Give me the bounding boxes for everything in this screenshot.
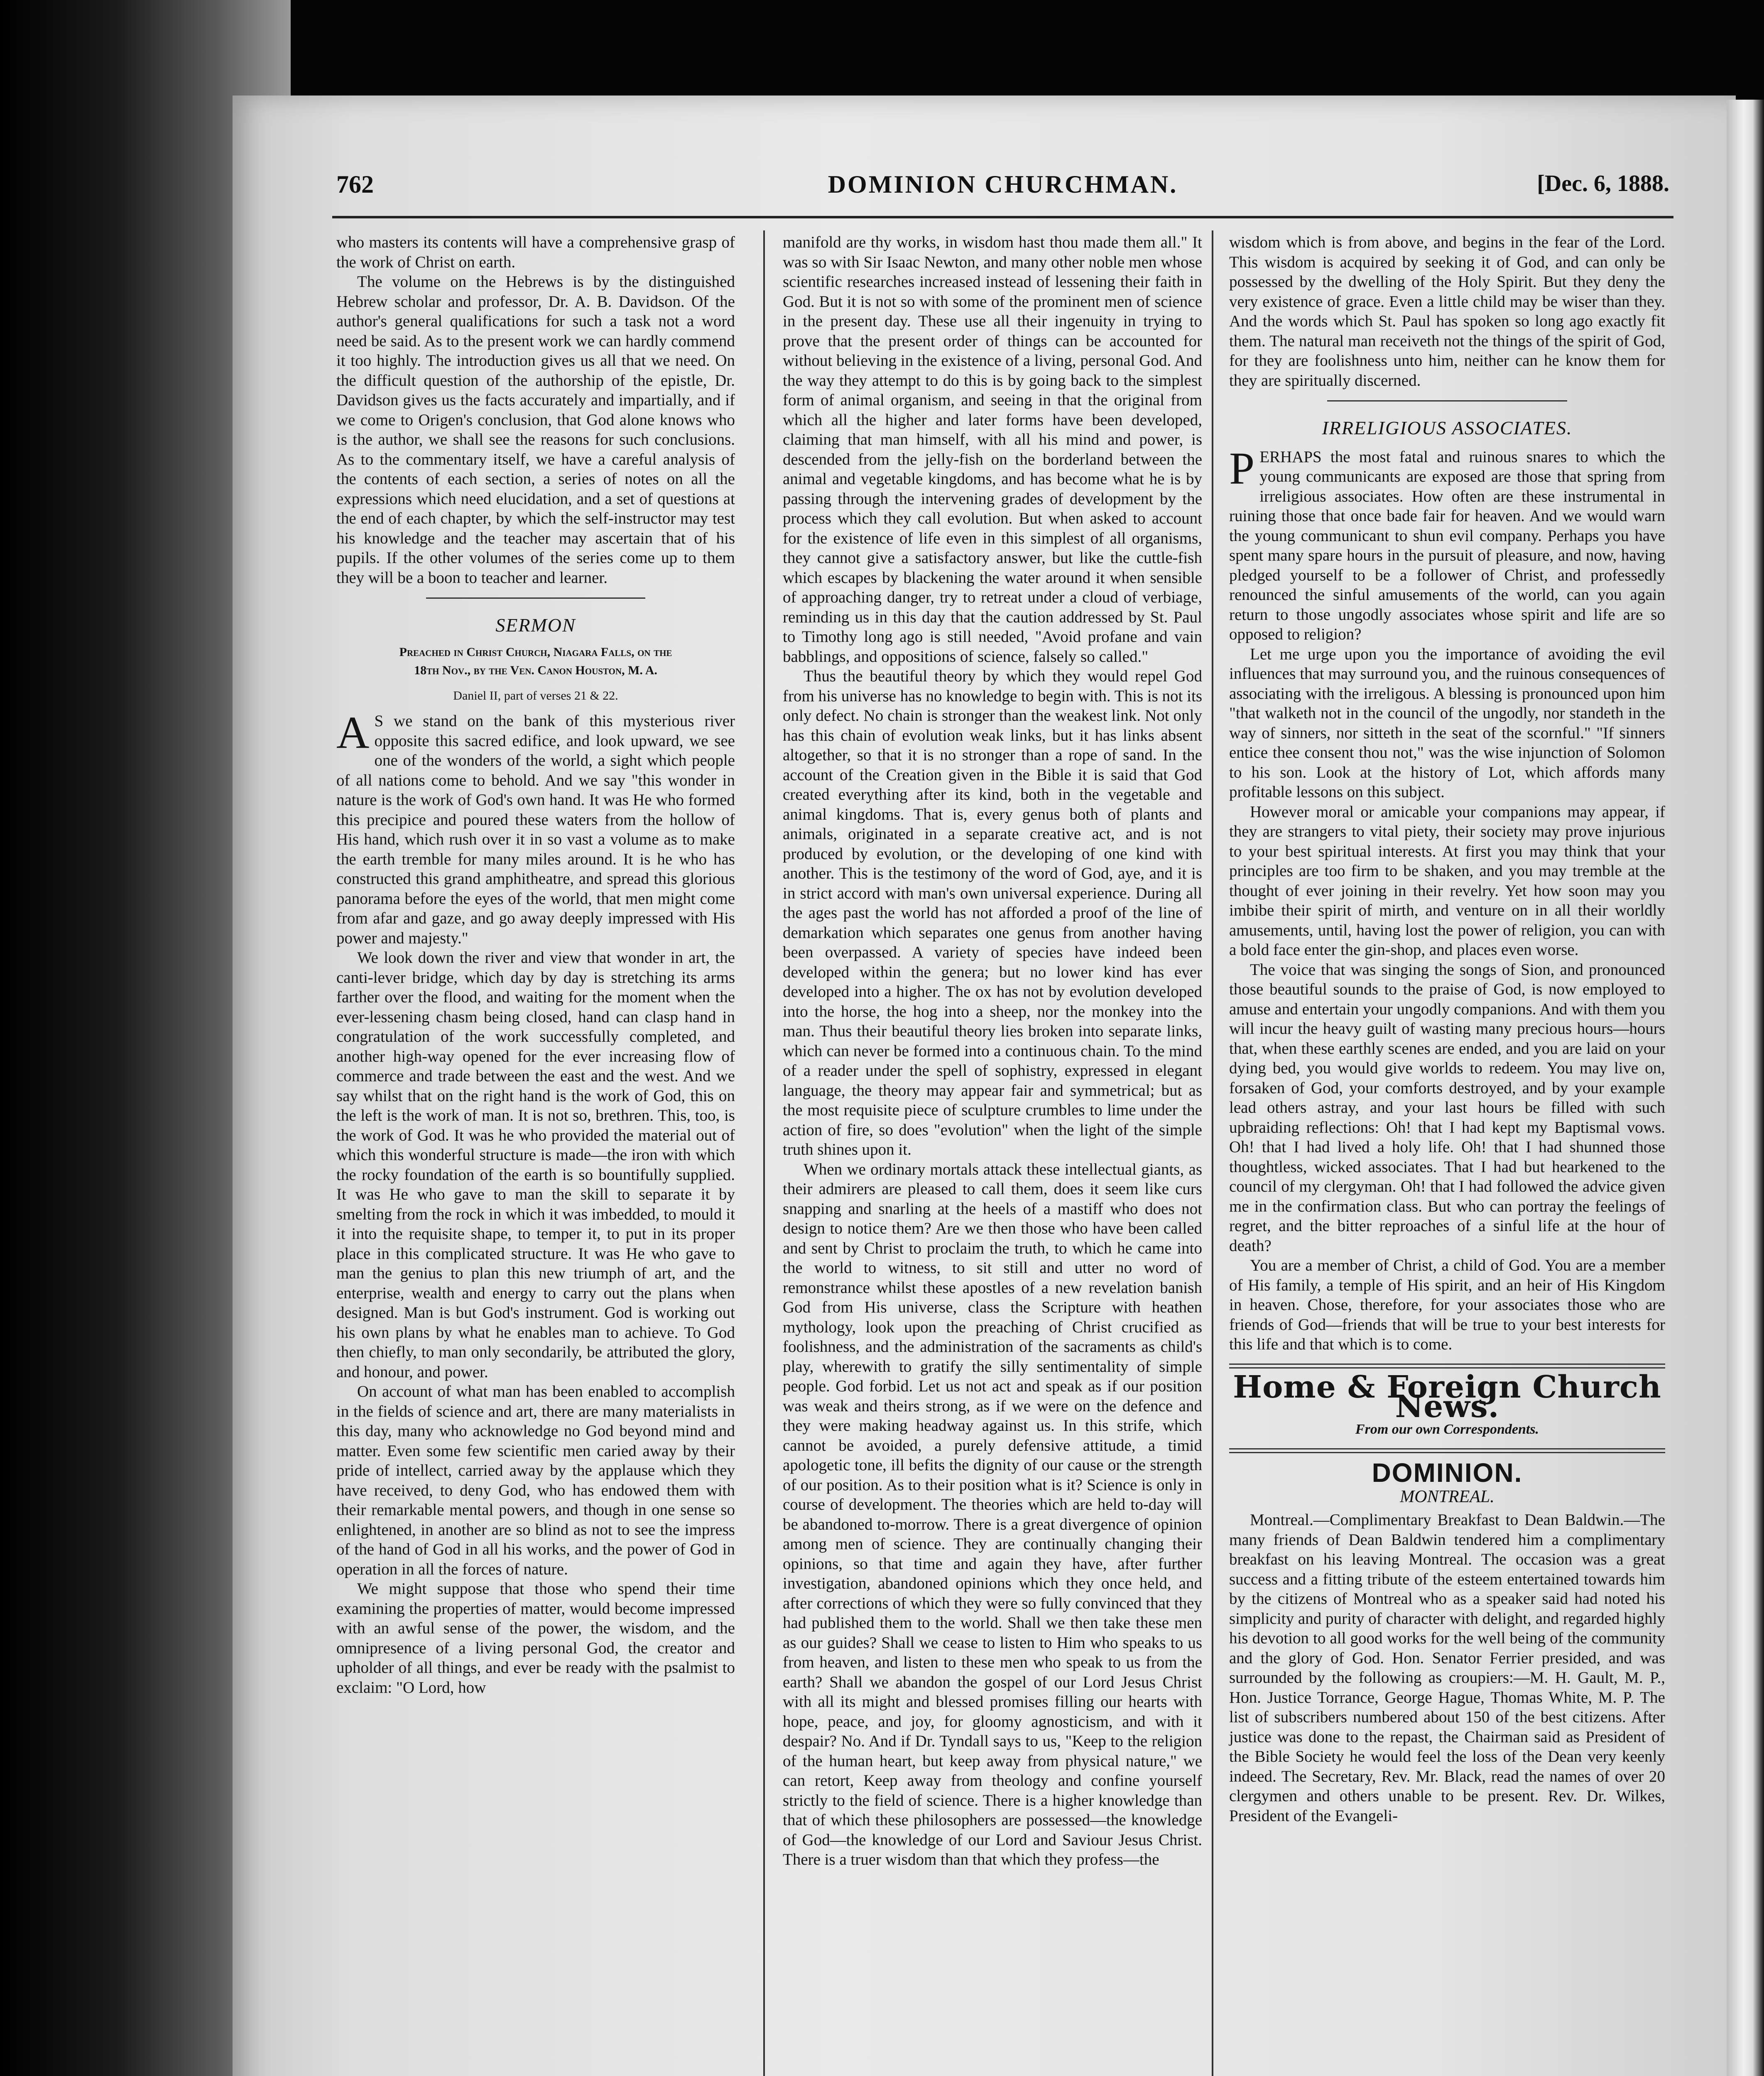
sermon-opening — [336, 707, 735, 948]
masthead: DOMINION CHURCHMAN. — [828, 171, 1178, 198]
paragraph: However moral or amicable your companions may appear, if they are strangers to vital piety, their society may prove injurious to your best spiritual interests. At first you may think that your principles are too firm to be shaken, and you may tremble at the thought of ever joining in their revelry. Yet how soon may you imbibe their spirit of mirth, and venture on in all their worldly amusements, until, having lost the power of religion, you can with a bold face enter the gin-shop, and places even worse. — [1229, 803, 1665, 959]
news-section-title: Home & Foreign Church News. — [1233, 1369, 1661, 1425]
paragraph: wisdom which is from above, and begins in the fear of the Lord. This wisdom is acquired by seeking it of God, and can only be possessed by the dwelling of the Holy Spirit. But they deny the very existence of grace. Even a little child may be wiser than they. And the words which St. Paul has spoken so long ago exactly fit them. The natural man receiveth not the things of the spirit of God, for they are foolishness unto him, neither can he know them for they are spiritually discerned. — [1229, 233, 1665, 389]
paragraph: who masters its contents will have a comprehensive grasp of the work of Christ on earth. — [336, 233, 735, 271]
dominion-heading: DOMINION. — [1372, 1458, 1523, 1488]
header-rule — [332, 216, 1673, 218]
section-divider — [426, 597, 645, 599]
sermon-subhead: 18th Nov., by the Ven. Canon Houston, M. A. — [414, 663, 657, 677]
sermon-subhead: Preached in Christ Church, Niagara Falls, on the — [399, 645, 672, 659]
drop-cap: P — [1229, 443, 1255, 494]
paragraph: The volume on the Hebrews is by the distinguished Hebrew scholar and professor, Dr. A. B. Davidson. Of the author's general qualifications for such a task not a word need be said. As to the present work we can hardly commend it too highly. The introduction gives us all that we need. On the difficult question of the authorship of the epistle, Dr. Davidson gives us the facts accurately and impartially, and if we come to Origen's conclusion, that God alone knows who is the author, we shall see the reasons for such conclusions. As to the commentary itself, we have a careful analysis of the contents of each section, a series of notes on all the expressions which need elucidation, and a set of questions at the end of each chapter, by which the self-instructor may test his knowledge and the teacher may ascertain that of his pupils. If the other volumes of the series come up to them they will be a boon to teacher and learner. — [336, 273, 735, 587]
sermon-title: SERMON — [495, 614, 576, 636]
paragraph: The voice that was singing the songs of Sion, and pronounced those beautiful sounds to the praise of God, is now employed to amuse and entertain your ungodly companions. And with them you will incur the heavy guilt of wasting many precious hours—hours that, when these earthly scenes are ended, and you are laid on your dying bed, you would give worlds to redeem. You may live on, forsaken of God, your comforts destroyed, and by your example lead others astray, and your last hours be filled with such upbraiding reflections: Oh! that I had kept my Baptismal vows. Oh! that I had lived a holy life. Oh! that I had shunned those thoughtless, wicked associates. That I had but hearkened to the council of my clergyman. Oh! that I had followed the advice given me in the confirmation class. But who can portray the feelings of regret, and the bitter reproaches of a sinful life at the hour of death? — [1229, 960, 1665, 1255]
column-divider — [763, 230, 765, 2076]
paragraph: Thus the beautiful theory by which they would repel God from his universe has no knowledge to begin with. This is not its only defect. No chain is stronger than the weakest link. Not only has this chain of evolution weak links, but it has links absent altogether, so that it is no stronger than a rope of sand. In the account of the Creation given in the Bible it is said that God created everything after its kind, both in the vegetable and animal kingdoms. That is, every genus both of plants and animals, originated in a separate creative act, and is not produced by evolution, or the developing of one kind with another. This is the testimony of the word of God, aye, and it is in strict accord with man's own universal experience. During all the ages past the world has not afforded a proof of the line of demarkation which separates one genus from another having been overpassed. A variety of species have indeed been developed within the genera; but no lower kind has ever developed into a higher. The ox has not by evolution developed into the horse, the hog into a sheep, nor the monkey into the man. Thus their beautiful theory lies broken into separate links, which can never be formed into a continuous chain. To the mind of a reader under the spell of sophistry, expressed in elegant language, the theory may appear fair and symmetrical; but as the most requisite piece of sculpture crumbles to lime under the action of fire, so does "evolution" when the light of the simple truth shines upon it. — [783, 667, 1202, 1158]
issue-date: [Dec. 6, 1888. — [1537, 171, 1669, 196]
page-header — [328, 166, 1678, 203]
irreligious-opening — [1229, 443, 1665, 644]
paragraph: When we ordinary mortals attack these intellectual giants, as their admirers are pleased to call them, does it seem like curs snapping and snarling at the heels of a mastiff who does not design to notice them? Are we then those who have been called and sent by Christ to proclaim the truth, to which he came into the world to witness, to sit still and utter no word of remonstrance whilst these apostles of a new revelation banish God from His universe, class the Scripture with heathen mythology, look upon the preaching of Christ crucified as foolishness, and the administration of the sacraments as child's play, wherewith to gratify the silly sentimentality of simple people. God forbid. Let us not act and speak as if our position was weak and theirs strong, as if we were on the defence and they were making headway against us. In this strife, which cannot be avoided, a purely defensive attitude, a timid apologetic tone, ill befits the dignity of our cause or the strength of our position. As to their position what is it? Science is only in course of development. The theories which are held to-day will be abandoned to-morrow. There is a great divergence of opinion among men of science. They are continually changing their opinions, so that time and again they have, after further investigation, abandoned opinions which they once held, and after corrections of which they were so fully convinced that they had published them to the world. Shall we then take these men as our guides? Shall we cease to listen to Him who speaks to us from heaven, and listen to these men who speak to us from the earth? Shall we abandon the gospel of our Lord Jesus Christ with all its might and blessed promises filling our hearts with hope, peace, and joy, for gloomy agnosticism, and with it despair? No. And if Dr. Tyndall says to us, "Keep to the religion of the human heart, but keep away from physical nature," we can retort, Keep away from theology and confine yourself strictly to the field of science. There is a higher knowledge than that of which these philosophers are possessed—the knowledge of God—the knowledge of our Lord and Saviour Jesus Christ. There is a truer wisdom than that which they profess—the — [783, 1160, 1202, 1868]
sermon-opening-text: S we stand on the bank of this mysterious river opposite this sacred edifice, and look upward, we see one of the wonders of the world, a sight which people of all nations come to behold. And we say "this wonder in nature is the work of God's own hand. It was He who formed this precipice and poured these waters from the hollow of His hand, which rush over it in so vast a volume as to make the earth tremble for many miles around. It is he who has constructed this grand amphitheatre, and spread this glorious panorama before the eyes of the world, that men might come from afar and gaze, and go away deeply impressed with His power and majesty." — [336, 712, 735, 947]
news-section-subtitle: From our own Correspondents. — [1355, 1421, 1539, 1437]
irreligious-title: IRRELIGIOUS ASSOCIATES. — [1322, 417, 1573, 438]
region-heading: MONTREAL. — [1400, 1487, 1494, 1506]
drop-cap: A — [336, 707, 370, 758]
paragraph: You are a member of Christ, a child of God. You are a member of His family, a temple of His spirit, and an heir of His Kingdom in heaven. Chose, therefore, for your associates those who are friends of God—friends that will be true to your best interests for this life and that which is to come. — [1229, 1256, 1665, 1353]
paragraph: We look down the river and view that wonder in art, the canti-lever bridge, which day by day is stretching its arms farther over the flood, and waiting for the moment when the ever-lessening chasm being closed, hand can clasp hand in congratulation of the work successfully completed, and another high-way opened for the ever increasing flow of commerce and trade between the east and the west. And we say whilst that on the right hand is the work of God, this on the left is the work of man. It is not so, brethren. This, too, is the work of God. It was he who provided the material out of which this wonderful structure is made—the iron with which the rocky foundation of the earth is so bountifully supplied. It was He who gave to man the skill to separate it by smelting from the rock in which it was imbedded, to mould it it into the requisite shape, to temper it, to put in its proper place in this complicated structure. It was He who gave to man the genius to plan this new triumph of art, and the enterprise, wealth and energy to carry out the plans when designed. Man is but God's instrument. God is working out his own plans by what he enables man to achieve. To God then chiefly, to man only secondarily, be attributed the glory, and honour, and power. — [336, 949, 735, 1381]
column-1 — [336, 233, 735, 1697]
page-number: 762 — [336, 171, 374, 198]
double-rule — [1229, 1448, 1665, 1453]
paragraph: On account of what man has been enabled to accomplish in the fields of science and art, there are many materialists in this day, many who acknowledge no God beyond mind and matter. Even some few scientific men caried away by their pride of intellect, carried away by the applause which they have received, to deny God, who has endowed them with their remarkable mental powers, and though in one sense so enlightened, in another are so blind as not to see the impress of the hand of God in all his works, and the power of God in operation in all the forces of nature. — [336, 1383, 735, 1578]
irreligious-opening-text: ERHAPS the most fatal and ruinous snares to which the young communicants are exposed are those that spring from irreligious associates. How often are these instrumental in ruining those that once bade fair for heaven. And we would warn the young communicant to shun evil company. Perhaps you have spent many spare hours in the pursuit of pleasure, and now, having pledged yourself to be a follower of Christ, and professedly renounced the sinful amusements of the world, can you again return to those ungodly associates whose spirit and life are so opposed to religion? — [1229, 448, 1665, 643]
column-divider — [1212, 230, 1213, 2076]
page-edge — [1727, 100, 1764, 2076]
verse-reference: Daniel II, part of verses 21 & 22. — [453, 688, 618, 703]
column-2 — [783, 233, 1202, 1870]
column-3 — [1229, 233, 1665, 1826]
section-divider — [1327, 400, 1567, 401]
paragraph: manifold are thy works, in wisdom hast thou made them all." It was so with Sir Isaac Newton, and many other noble men whose scientific researches increased instead of lessening their faith in God. But it is not so with some of the prominent men of science in the present day. These use all their ingenuity in trying to prove that the present order of things can be accounted for without believing in the existence of a living, personal God. And the way they attempt to do this is by going back to the simplest form of animal organism, and seeing in that the original from which all the higher and later forms have been developed, claiming that man himself, with all his mind and power, is descended from the jelly-fish on the borderland between the animal and vegetable kingdoms, and has become what he is by passing through the intervening grades of development by the process which they call evolution. But when asked to account for the existence of life even in this simplest of all organisms, they cannot give a satisfactory answer, but like the cuttle-fish which escapes by blackening the water around it when sensible of approaching danger, try to retreat under a cloud of verbiage, reminding us in this day that the caution addressed by St. Paul to Timothy long ago is still needed, "Avoid profane and vain babblings, and oppositions of science, falsely so called." — [783, 233, 1202, 666]
paragraph: Montreal.—Complimentary Breakfast to Dean Baldwin.—The many friends of Dean Baldwin tendered him a complimentary breakfast on his leaving Montreal. The occasion was a great success and a fitting tribute of the esteem entertained towards him by the citizens of Montreal who as a speaker said had noted his simplicity and purity of character with delight, and regarded highly his devotion to all good works for the well being of the community and the glory of God. Hon. Senator Ferrier presided, and was surrounded by the following as croupiers:—M. H. Gault, M. P., Hon. Justice Torrance, George Hague, Thomas White, M. P. The list of subscribers numbered about 150 of the best citizens. After justice was done to the repast, the Chairman said as President of the Bible Society he would feel the loss of the Dean very keenly indeed. The Secretary, Rev. Mr. Black, read the names of over 20 clergymen and others unable to be present. Rev. Dr. Wilkes, President of the Evangeli- — [1229, 1511, 1665, 1825]
double-rule — [1229, 1364, 1665, 1368]
paragraph: Let me urge upon you the importance of avoiding the evil influences that may surround you, and the ruinous consequences of associating with the irreligous. A blessing is pronounced upon him "that walketh not in the council of the ungodly, nor standeth in the way of sinners, nor sitteth in the seat of the scornful." "If sinners entice thee consent thou not," was the wise injunction of Solomon to his son. Look at the history of Lot, which affords many profitable lessons on this subject. — [1229, 645, 1665, 801]
paragraph: We might suppose that those who spend their time examining the properties of matter, would become impressed with an awful sense of the power, the wisdom, and the omnipresence of a living personal God, the creator and upholder of all things, and ever be ready with the psalmist to exclaim: "O Lord, how — [336, 1580, 735, 1697]
